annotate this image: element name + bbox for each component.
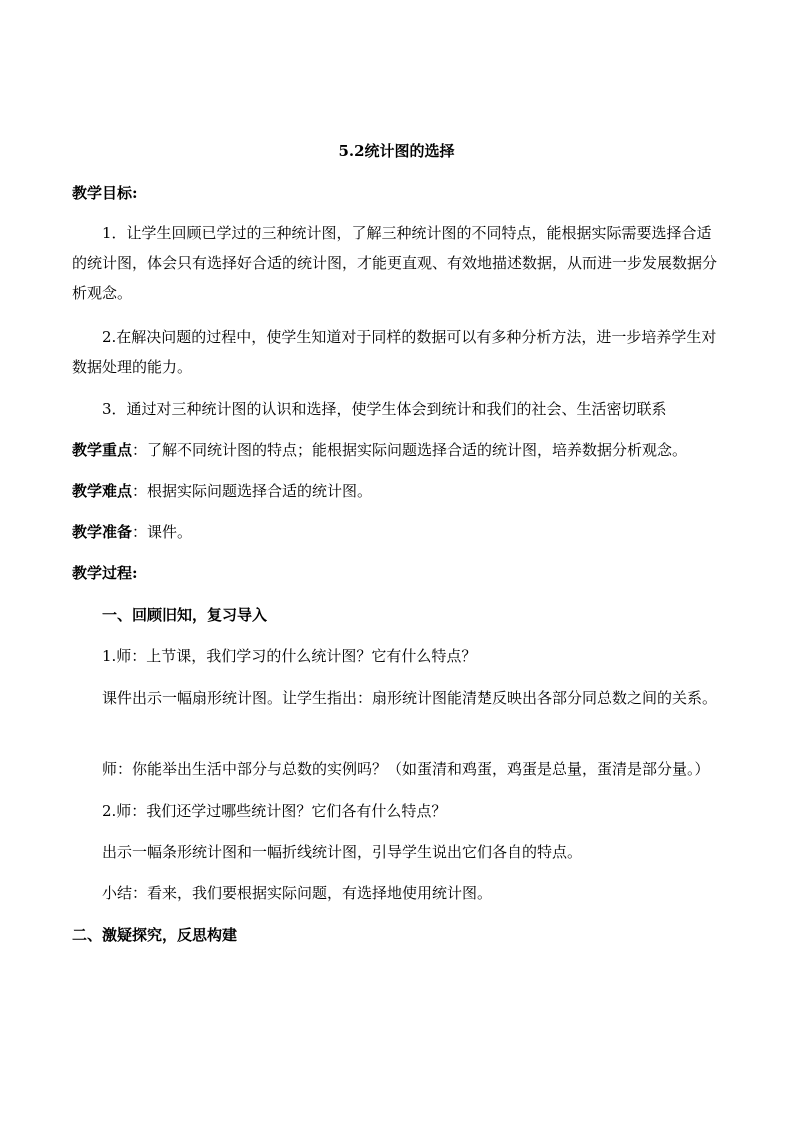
objective-1: 1．让学生回顾已学过的三种统计图，了解三种统计图的不同特点，能根据实际需要选择合适的统计图，体会只有选择好合适的统计图，才能更直观、有效地描述数据，从而进一步发展数据分析观念。: [72, 224, 718, 302]
preparation-label: 教学准备: [72, 523, 133, 541]
difficulty-text: ：根据实际问题选择合适的统计图。: [132, 482, 373, 500]
key-points: [72, 435, 724, 465]
key-points-text: ：了解不同统计图的特点；能根据实际问题选择合适的统计图，培养数据分析观念。: [132, 441, 688, 459]
section1-line-5: 出示一幅条形统计图和一幅折线统计图，引导学生说出它们各自的特点。: [102, 843, 583, 861]
section1-line-6: 小结：看来，我们要根据实际问题，有选择地使用统计图。: [102, 884, 493, 902]
key-points-label: 教学重点: [72, 441, 133, 459]
process-heading: 教学过程:: [72, 564, 138, 582]
section1-heading: 一、回顾旧知，复习导入: [102, 606, 268, 624]
preparation: [72, 517, 724, 547]
objective-2: 2.在解决问题的过程中，使学生知道对于同样的数据可以有多种分析方法，进一步培养学生对数据处理的能力。: [72, 328, 717, 376]
preparation-text: ：课件。: [132, 523, 193, 541]
difficulty-label: 教学难点: [72, 482, 133, 500]
section1-line-1: 1.师：上节课，我们学习的什么统计图？它有什么特点？: [102, 647, 477, 665]
difficulty: [72, 476, 724, 506]
objective-3: 3．通过对三种统计图的认识和选择，使学生体会到统计和我们的社会、生活密切联系: [102, 400, 667, 418]
objectives-heading: 教学目标:: [72, 184, 138, 202]
section1-line-3: 师：你能举出生活中部分与总数的实例吗？（如蛋清和鸡蛋，鸡蛋是总量，蛋清是部分量。）: [102, 760, 710, 778]
section1-line-4: 2.师：我们还学过哪些统计图？它们各有什么特点？: [102, 802, 447, 820]
section1-line-2: 课件出示一幅扇形统计图。让学生指出：扇形统计图能清楚反映出各部分同总数之间的关系。: [102, 689, 718, 707]
page-title: 5.2统计图的选择: [338, 142, 455, 160]
section2-heading: 二、激疑探究，反思构建: [72, 926, 238, 944]
